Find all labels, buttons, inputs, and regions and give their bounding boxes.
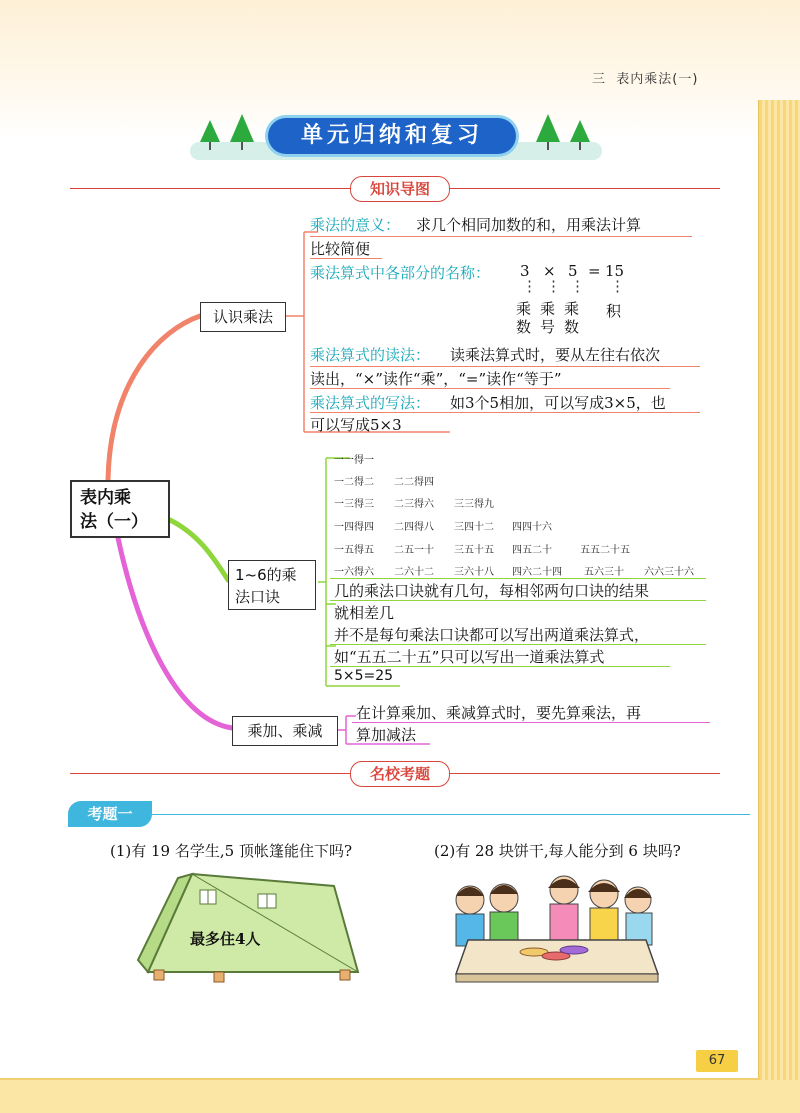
table-r6-c1: 一六得六	[334, 567, 374, 578]
table-r6-c3: 三六十八	[454, 567, 494, 578]
part-name-multiplier-2: 乘数	[564, 300, 580, 336]
table-r3-c2: 二三得六	[394, 499, 434, 510]
branch3-underline	[352, 722, 710, 723]
root-line-2: 法（一）	[80, 512, 148, 532]
formula-a: 3	[520, 262, 530, 280]
branch-multiply-add-subtract: 乘加、乘减	[232, 716, 338, 746]
table-r5-c1: 一五得五	[334, 545, 374, 556]
page-number: 67	[696, 1050, 738, 1072]
parts-label: 乘法算式中各部分的名称：	[310, 264, 491, 282]
dots-1: ⋮	[522, 277, 537, 295]
meaning-underline-2	[310, 258, 382, 259]
formula-times: ×	[543, 262, 556, 280]
table-r1-c1: 一一得一	[334, 455, 374, 466]
read-label: 乘法算式的读法：	[310, 346, 431, 364]
rule-note-2-line-3: 5×5=25	[334, 668, 394, 684]
write-text-2: 可以写成5×3	[310, 416, 402, 434]
section-title-exam: 名校考题	[350, 761, 450, 787]
table-r6-c5: 五六三十	[584, 567, 624, 578]
part-name-times-sign: 乘号	[540, 300, 556, 336]
chapter-number: 三	[592, 72, 607, 87]
write-underline	[310, 412, 700, 413]
branch-understand-multiplication: 认识乘法	[200, 302, 286, 332]
read-text-1: 读乘法算式时，要从左往右依次	[450, 346, 661, 364]
dots-4: ⋮	[610, 277, 625, 295]
table-r4-c4: 四四十六	[512, 522, 552, 533]
table-r6-c2: 二六十二	[394, 567, 434, 578]
formula-equals: =	[588, 262, 601, 280]
branch3-text-1: 在计算乘加、乘减算式时，要先算乘法，再	[356, 704, 642, 722]
table-r4-c3: 三四十二	[454, 522, 494, 533]
branch-times-table	[228, 560, 316, 610]
read-text-2: 读出，“×”读作“乘”，“=”读作“等于”	[310, 370, 562, 388]
question-1: (1)有 19 名学生,5 顶帐篷能住下吗?	[110, 842, 352, 860]
meaning-label: 乘法的意义：	[310, 216, 401, 234]
table-underline	[330, 578, 706, 579]
root-line-1: 表内乘	[80, 488, 131, 508]
children-cookies-illustration	[446, 870, 662, 990]
question-2: (2)有 28 块饼干,每人能分到 6 块吗?	[434, 842, 681, 860]
table-r3-c3: 三三得九	[454, 499, 494, 510]
formula-result: 15	[605, 262, 625, 280]
table-r6-c6: 六六三十六	[644, 567, 694, 578]
table-r3-c1: 一三得三	[334, 499, 374, 510]
chapter-title: 表内乘法(一)	[616, 72, 699, 87]
rule-note-1-line-1: 几的乘法口诀就有几句，每相邻两句口诀的结果	[334, 582, 650, 600]
formula-b: 5	[568, 262, 578, 280]
tent-label: 最多住4人	[190, 930, 261, 948]
rule-note-2-underline-1	[330, 644, 706, 645]
branch2-line-1: 1~6的乘	[235, 566, 297, 584]
rule-note-2-line-2: 如“五五二十五”只可以写出一道乘法算式	[334, 648, 605, 666]
question-divider	[150, 814, 750, 815]
branch3-text-2: 算加减法	[356, 726, 417, 744]
rule-note-1-line-2: 就相差几	[334, 604, 395, 622]
mindmap-root	[70, 480, 170, 538]
write-label: 乘法算式的写法：	[310, 394, 431, 412]
table-r5-c3: 三五十五	[454, 545, 494, 556]
section-title-mindmap: 知识导图	[350, 176, 450, 202]
table-r4-c1: 一四得四	[334, 522, 374, 533]
meaning-text-2: 比较简便	[310, 240, 371, 258]
rule-note-1-underline	[330, 600, 706, 601]
banner-title: 单元归纳和复习	[300, 123, 483, 148]
table-r5-c4: 四五二十	[512, 545, 552, 556]
book-page-bottom	[0, 1080, 800, 1113]
table-r2-c1: 一二得二	[334, 477, 374, 488]
table-r2-c2: 二二得四	[394, 477, 434, 488]
dots-3: ⋮	[570, 277, 585, 295]
rule-note-2-line-1: 并不是每句乘法口诀都可以写出两道乘法算式，	[334, 626, 650, 644]
part-name-product: 积	[606, 302, 622, 320]
write-text-1: 如3个5相加，可以写成3×5，也	[450, 394, 666, 412]
read-underline-1	[310, 366, 700, 367]
read-underline-2	[310, 388, 670, 389]
table-r6-c4: 四六二十四	[512, 567, 562, 578]
dots-2: ⋮	[546, 277, 561, 295]
question-badge: 考题一	[68, 801, 152, 827]
part-name-multiplier-1: 乘数	[516, 300, 532, 336]
rule-note-2-underline-2	[330, 666, 670, 667]
branch2-line-2: 法口诀	[235, 588, 281, 606]
table-r5-c2: 二五一十	[394, 545, 434, 556]
table-r5-c5: 五五二十五	[580, 545, 630, 556]
meaning-underline	[310, 236, 692, 237]
table-r4-c2: 二四得八	[394, 522, 434, 533]
meaning-text-1: 求几个相同加数的和，用乘法计算	[416, 216, 642, 234]
